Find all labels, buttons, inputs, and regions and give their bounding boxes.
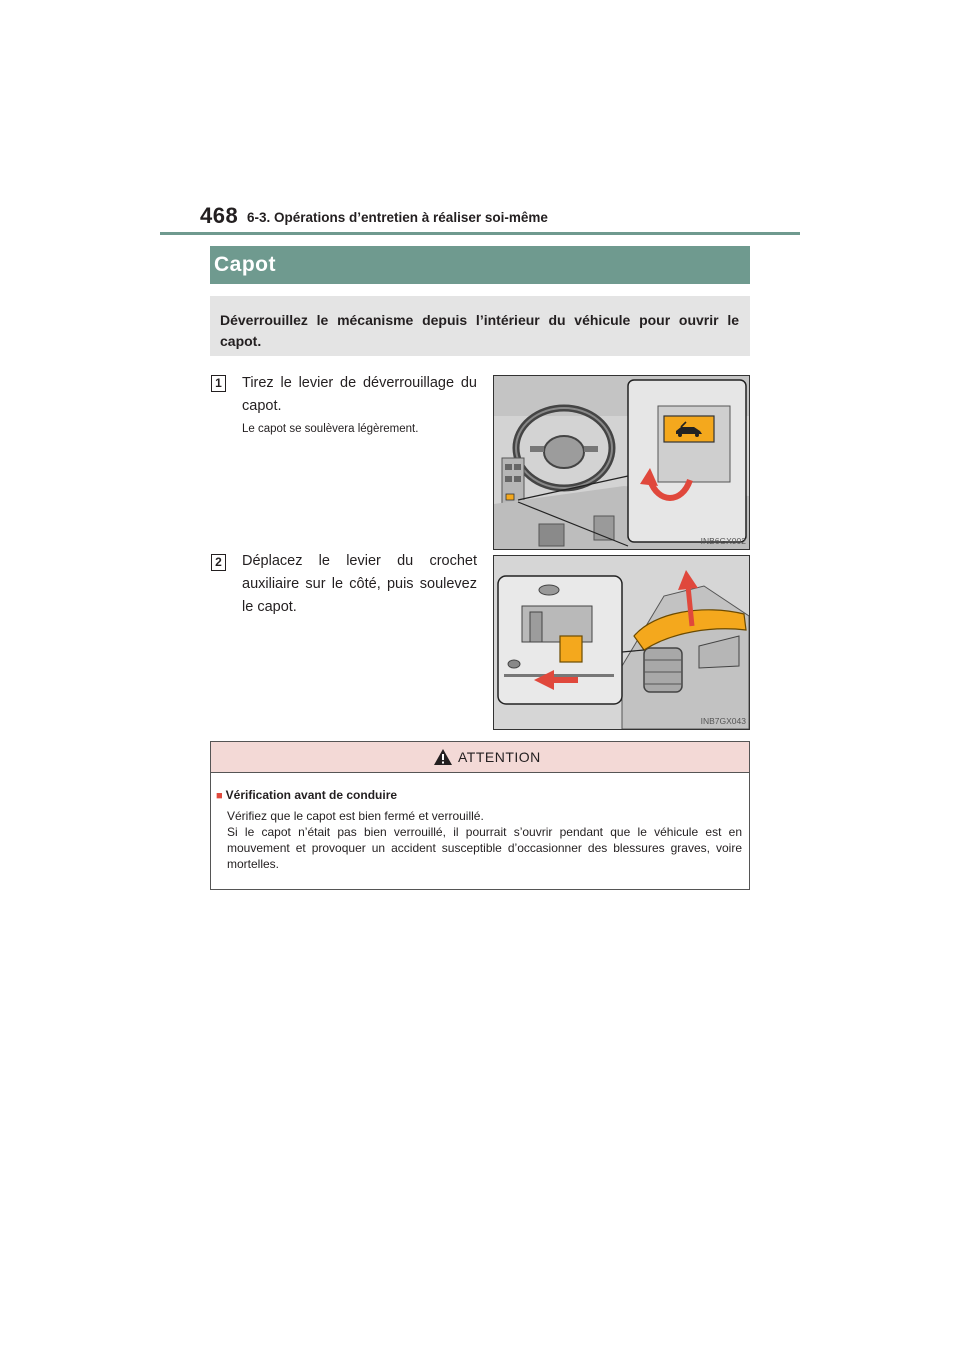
step-1-note: Le capot se soulèvera légèrement. bbox=[242, 423, 419, 435]
figure-1-code: INB6GX002 bbox=[700, 536, 746, 546]
warning-body-line-1: Vérifiez que le capot est bien fermé et verrouillé. bbox=[227, 809, 484, 823]
section-banner bbox=[210, 246, 750, 284]
warning-header bbox=[211, 742, 749, 773]
header-rule bbox=[160, 232, 800, 235]
warning-item-title-text: Vérification avant de conduire bbox=[225, 788, 398, 802]
warning-title: ATTENTION bbox=[458, 749, 541, 765]
warning-box bbox=[210, 741, 750, 890]
auxiliary-catch-lever-illustration bbox=[493, 555, 750, 730]
warning-body-line-2: Si le capot n’était pas bien verrouillé, il pourrait s’ouvrir pendant que le véhicule est en mouvement et provoquer un accident susceptible d’occasionner des blessures graves, voire mortelles. bbox=[227, 825, 742, 871]
step-1-badge: 1 bbox=[211, 375, 226, 392]
section-title: Capot bbox=[214, 253, 276, 276]
figure-2-code: INB7GX043 bbox=[700, 716, 746, 726]
red-square-bullet-icon: ■ bbox=[216, 790, 223, 802]
intro-text: Déverrouillez le mécanisme depuis l’intérieur du véhicule pour ouvrir le capot. bbox=[220, 312, 739, 349]
step-1-text: Tirez le levier de déverrouillage du capot. bbox=[242, 375, 477, 414]
step-2-text: Déplacez le levier du crochet auxiliaire sur le côté, puis soulevez le capot. bbox=[242, 553, 477, 615]
intro-box bbox=[210, 296, 750, 356]
warning-triangle-icon bbox=[434, 749, 452, 765]
warning-body bbox=[227, 808, 742, 872]
page-number: 468 bbox=[200, 203, 239, 228]
hood-release-lever-illustration bbox=[493, 375, 750, 550]
running-head: 6-3. Opérations d’entretien à réaliser soi-même bbox=[247, 210, 548, 225]
warning-item-title bbox=[216, 788, 397, 802]
step-2-badge: 2 bbox=[211, 554, 226, 571]
